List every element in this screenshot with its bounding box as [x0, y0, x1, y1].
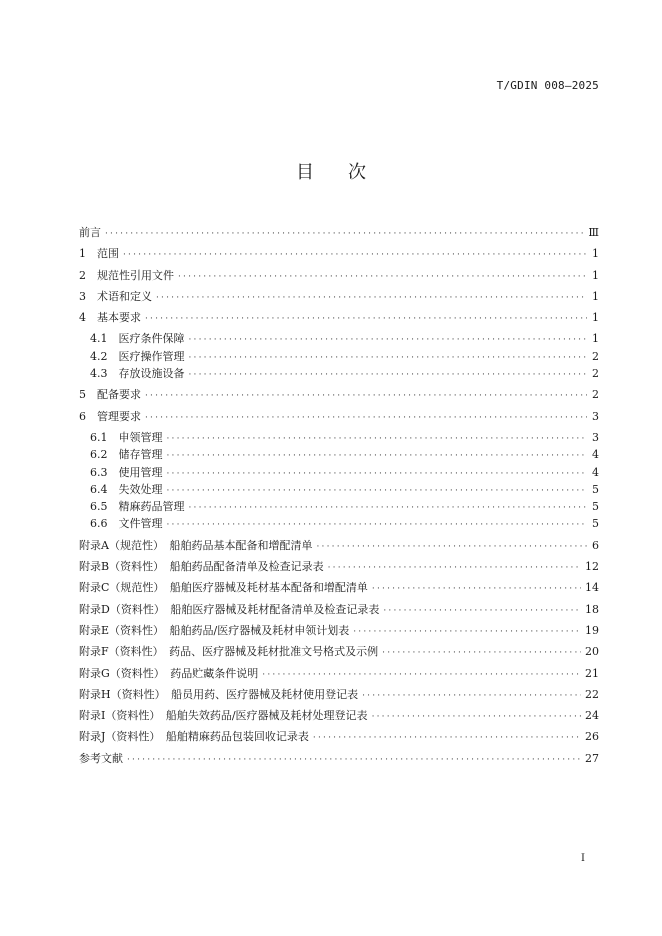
toc-leader-dots	[372, 709, 581, 726]
toc-entry-page: 18	[585, 602, 599, 616]
toc-entry[interactable]	[79, 665, 599, 682]
toc-entry-page: 22	[585, 687, 599, 701]
toc-entry[interactable]	[79, 686, 599, 703]
toc-entry-label: 6.1 申领管理	[90, 430, 163, 444]
toc-entry-page: 5	[592, 482, 599, 496]
toc-leader-dots	[262, 667, 581, 684]
toc-leader-dots	[167, 517, 588, 534]
toc-entry-label: 附录B（资料性） 船舶药品配备清单及检查记录表	[79, 560, 324, 574]
toc-entry-label: 6.3 使用管理	[90, 465, 163, 479]
toc-leader-dots	[189, 332, 588, 349]
toc-entry-page: Ⅲ	[588, 226, 599, 239]
toc-entry-label: 2 规范性引用文件	[79, 268, 174, 282]
toc-entry-page: 19	[585, 623, 599, 637]
toc-leader-dots	[167, 466, 588, 483]
toc-leader-dots	[167, 431, 588, 448]
toc-entry-label: 附录H（资料性） 船员用药、医疗器械及耗材使用登记表	[79, 687, 359, 701]
toc-entry-label: 附录G（资料性） 药品贮藏条件说明	[79, 666, 259, 680]
toc-leader-dots	[167, 448, 588, 465]
toc-entry[interactable]	[79, 288, 599, 305]
toc-entry-label: 参考文献	[79, 751, 123, 765]
document-code: T/GDIN 008—2025	[496, 79, 599, 92]
toc-leader-dots	[145, 388, 587, 405]
toc-entry[interactable]	[79, 245, 599, 262]
toc-entry[interactable]	[79, 707, 599, 724]
toc-entry-page: 3	[592, 409, 599, 423]
toc-entry[interactable]	[79, 601, 599, 618]
toc-leader-dots	[316, 539, 587, 556]
toc-entry-label: 4.1 医疗条件保障	[90, 332, 185, 346]
toc-entry-page: 21	[585, 666, 599, 680]
toc-entry[interactable]	[79, 365, 599, 382]
toc-entry-label: 4 基本要求	[79, 311, 141, 325]
toc-entry-label: 附录I（资料性） 船舶失效药品/医疗器械及耗材处理登记表	[79, 709, 368, 723]
toc-leader-dots	[105, 226, 584, 243]
toc-entry[interactable]	[79, 515, 599, 532]
toc-entry[interactable]	[79, 728, 599, 745]
toc-entry-label: 4.3 存放设施设备	[90, 367, 185, 381]
toc-entry-label: 附录A（规范性） 船舶药品基本配备和增配清单	[79, 538, 313, 552]
toc-entry-page: 2	[592, 388, 599, 402]
toc-entry-page: 24	[585, 709, 599, 723]
toc-entry-label: 附录D（资料性） 船舶医疗器械及耗材配备清单及检查记录表	[79, 602, 380, 616]
toc-leader-dots	[189, 350, 588, 367]
toc-entry[interactable]	[79, 498, 599, 515]
toc-leader-dots	[145, 410, 587, 427]
toc-leader-dots	[189, 500, 588, 517]
toc-entry-page: 4	[592, 465, 599, 479]
toc-entry[interactable]	[79, 309, 599, 326]
toc-entry[interactable]	[79, 622, 599, 639]
toc-entry-label: 6.5 精麻药品管理	[90, 500, 185, 514]
toc-leader-dots	[145, 311, 587, 328]
toc-entry-label: 6 管理要求	[79, 409, 141, 423]
toc-entry-page: 1	[592, 268, 599, 282]
toc-entry-label: 3 术语和定义	[79, 289, 152, 303]
toc-entry-label: 1 范围	[79, 247, 119, 261]
toc-entry[interactable]	[79, 643, 599, 660]
toc-entry[interactable]	[79, 750, 599, 767]
page-title: 目次	[296, 162, 400, 183]
toc-entry-label: 6.4 失效处理	[90, 482, 163, 496]
table-of-contents	[79, 224, 599, 767]
toc-entry-label: 5 配备要求	[79, 388, 141, 402]
toc-leader-dots	[156, 290, 587, 307]
toc-entry[interactable]	[79, 464, 599, 481]
toc-entry-page: 2	[592, 349, 599, 363]
toc-entry[interactable]	[79, 330, 599, 347]
toc-leader-dots	[328, 560, 581, 577]
toc-entry-label: 6.6 文件管理	[90, 517, 163, 531]
toc-leader-dots	[167, 483, 588, 500]
toc-entry-page: 1	[592, 311, 599, 325]
toc-entry-label: 附录F（资料性） 药品、医疗器械及耗材批准文号格式及示例	[79, 645, 379, 659]
toc-entry-page: 12	[585, 560, 599, 574]
toc-entry-page: 5	[592, 500, 599, 514]
toc-entry-page: 6	[592, 538, 599, 552]
toc-entry[interactable]	[79, 348, 599, 365]
toc-leader-dots	[362, 688, 581, 705]
toc-leader-dots	[189, 367, 588, 384]
toc-leader-dots	[123, 247, 587, 264]
toc-leader-dots	[178, 269, 587, 286]
toc-leader-dots	[353, 624, 581, 641]
toc-entry-page: 1	[592, 247, 599, 261]
toc-leader-dots	[313, 730, 581, 747]
toc-entry-page: 3	[592, 430, 599, 444]
toc-leader-dots	[383, 603, 581, 620]
toc-leader-dots	[127, 752, 581, 769]
toc-entry[interactable]	[79, 446, 599, 463]
toc-entry-page: 20	[585, 645, 599, 659]
toc-entry-label: 附录E（资料性） 船舶药品/医疗器械及耗材申领计划表	[79, 623, 350, 637]
toc-entry[interactable]	[79, 386, 599, 403]
toc-entry-page: 27	[585, 751, 599, 765]
toc-entry[interactable]	[79, 481, 599, 498]
toc-entry-label: 附录J（资料性） 船舶精麻药品包装回收记录表	[79, 730, 309, 744]
toc-entry-label: 前言	[79, 226, 101, 239]
page-number: I	[581, 853, 585, 864]
toc-entry-label: 6.2 储存管理	[90, 448, 163, 462]
toc-entry-page: 26	[585, 730, 599, 744]
toc-entry-page: 4	[592, 448, 599, 462]
toc-entry-page: 14	[585, 581, 599, 595]
toc-entry[interactable]	[79, 579, 599, 596]
toc-entry[interactable]	[79, 429, 599, 446]
toc-entry[interactable]	[79, 558, 599, 575]
toc-leader-dots	[382, 645, 581, 662]
toc-entry-label: 4.2 医疗操作管理	[90, 349, 185, 363]
toc-entry-label: 附录C（规范性） 船舶医疗器械及耗材基本配备和增配清单	[79, 581, 368, 595]
toc-entry-page: 1	[592, 332, 599, 346]
toc-entry[interactable]	[79, 537, 599, 554]
toc-entry[interactable]	[79, 224, 599, 241]
toc-entry[interactable]	[79, 408, 599, 425]
toc-entry-page: 5	[592, 517, 599, 531]
toc-entry[interactable]	[79, 267, 599, 284]
toc-entry-page: 1	[592, 289, 599, 303]
toc-leader-dots	[372, 581, 581, 598]
toc-entry-page: 2	[592, 367, 599, 381]
